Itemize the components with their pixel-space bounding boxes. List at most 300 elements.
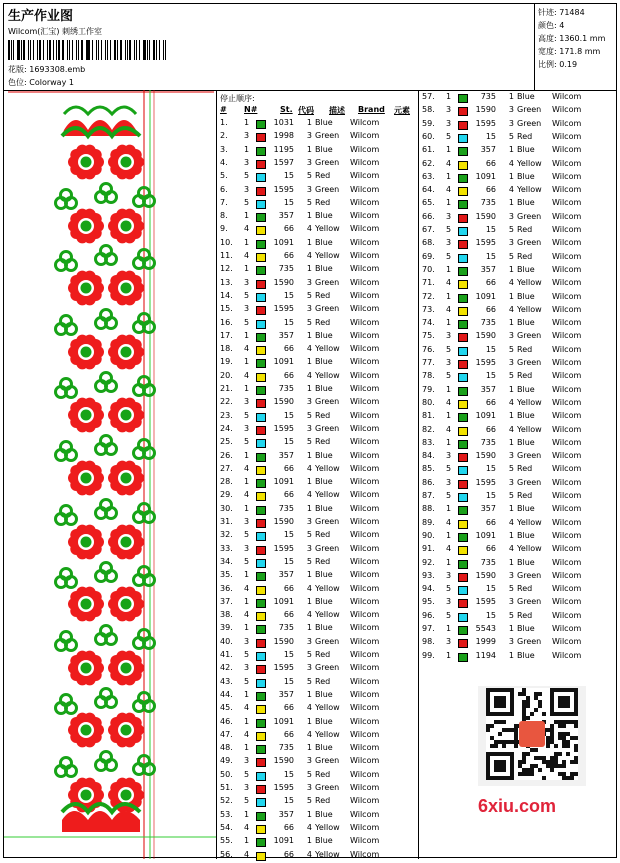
thread-number: 1 xyxy=(508,92,514,101)
color-swatch xyxy=(458,161,468,170)
thread-description: Blue xyxy=(517,384,535,394)
needle-number: 1 xyxy=(446,198,452,208)
qr-module xyxy=(502,720,506,724)
qr-module xyxy=(562,740,566,744)
thread-code: 66 xyxy=(485,158,496,168)
red-flower-motif xyxy=(68,713,104,748)
stop-index: 67. xyxy=(422,225,435,234)
green-leaf-motif xyxy=(56,252,77,271)
color-swatch xyxy=(458,333,468,342)
thread-code: 735 xyxy=(278,264,294,274)
needle-number: 1 xyxy=(244,264,250,274)
qr-module xyxy=(538,704,542,708)
thread-description: Red xyxy=(517,584,533,594)
thread-brand: Wilcom xyxy=(350,716,380,726)
qr-module xyxy=(574,772,578,776)
qr-module xyxy=(534,708,538,712)
stop-row xyxy=(220,211,410,224)
stop-index: 99. xyxy=(422,650,435,660)
stop-index: 85. xyxy=(422,464,435,474)
stop-index: 53. xyxy=(220,809,233,819)
stop-index: 2. xyxy=(220,131,228,141)
thread-description: Green xyxy=(315,423,340,433)
stop-index: 61. xyxy=(422,145,435,155)
thread-number: 4 xyxy=(508,517,514,527)
barcode-bar xyxy=(17,40,19,60)
barcode-bar xyxy=(129,40,131,60)
thread-brand: Wilcom xyxy=(350,211,380,221)
stop-index: 21. xyxy=(220,384,233,393)
thread-brand: Wilcom xyxy=(350,596,380,606)
stop-row xyxy=(220,424,410,437)
stop-index: 41. xyxy=(220,650,233,659)
needle-number: 4 xyxy=(446,544,452,554)
thread-brand: Wilcom xyxy=(552,650,582,660)
thread-number: 1 xyxy=(508,557,514,567)
qr-module xyxy=(554,764,558,768)
stop-index: 92. xyxy=(422,557,435,567)
qr-module xyxy=(490,744,494,748)
thread-code: 15 xyxy=(283,437,294,447)
stop-row xyxy=(220,357,410,370)
qr-module xyxy=(550,768,554,772)
thread-brand: Wilcom xyxy=(350,423,380,433)
stop-row xyxy=(220,810,410,823)
thread-description: Blue xyxy=(315,596,333,606)
thread-number: 1 xyxy=(306,836,312,846)
needle-number: 5 xyxy=(244,796,250,806)
qr-module xyxy=(510,728,514,732)
thread-number: 5 xyxy=(306,410,312,420)
thread-number: 3 xyxy=(306,157,312,167)
thread-description: Green xyxy=(315,184,340,194)
needle-number: 4 xyxy=(244,490,250,500)
thread-description: Green xyxy=(315,663,340,673)
stop-row xyxy=(220,264,410,277)
thread-description: Blue xyxy=(517,411,535,421)
color-swatch xyxy=(458,639,468,648)
embroidery-pattern xyxy=(4,90,216,859)
barcode-bar xyxy=(125,40,126,60)
thread-number: 3 xyxy=(508,358,514,367)
barcode-bar xyxy=(58,40,60,60)
thread-description: Blue xyxy=(315,264,333,274)
thread-number: 1 xyxy=(306,689,312,699)
thread-number: 3 xyxy=(508,105,514,115)
qr-module xyxy=(522,704,526,708)
red-flower-motif xyxy=(68,398,104,433)
barcode-bar xyxy=(127,40,128,60)
stop-row xyxy=(220,371,410,384)
green-leaf-motif xyxy=(56,695,77,714)
qr-module xyxy=(530,772,534,776)
qr-module xyxy=(526,696,530,700)
stop-row xyxy=(422,451,612,464)
thread-number: 3 xyxy=(306,277,312,287)
qr-module xyxy=(538,692,542,696)
thread-number: 4 xyxy=(508,424,514,434)
barcode-bar xyxy=(114,40,116,60)
col-header-needle: N# xyxy=(244,105,258,114)
thread-brand: Wilcom xyxy=(350,689,380,699)
needle-number: 5 xyxy=(244,197,250,207)
col-header-index: # xyxy=(220,105,227,114)
thread-code: 66 xyxy=(283,729,294,739)
thread-code: 66 xyxy=(283,703,294,713)
stop-index: 83. xyxy=(422,437,435,447)
stop-row xyxy=(422,212,612,225)
barcode-bar xyxy=(33,40,35,60)
thread-description: Yellow xyxy=(517,278,542,288)
qr-module xyxy=(546,740,550,744)
needle-number: 1 xyxy=(244,809,250,819)
thread-code: 735 xyxy=(480,198,496,208)
barcode-bar xyxy=(156,40,157,60)
qr-module xyxy=(522,712,526,716)
thread-description: Red xyxy=(517,251,533,261)
stop-row xyxy=(422,637,612,650)
needle-number: 4 xyxy=(244,729,250,739)
thread-code: 357 xyxy=(278,689,294,699)
color-swatch xyxy=(458,573,468,582)
thread-brand: Wilcom xyxy=(350,330,380,340)
thread-brand: Wilcom xyxy=(552,171,582,181)
qr-module xyxy=(526,752,530,756)
thread-number: 4 xyxy=(508,304,514,314)
qr-module xyxy=(562,776,566,780)
needle-number: 4 xyxy=(244,822,250,832)
qr-module xyxy=(542,760,546,764)
qr-module xyxy=(498,740,502,744)
qr-module xyxy=(522,752,526,756)
needle-number: 1 xyxy=(446,624,452,633)
qr-module xyxy=(562,736,566,740)
green-leaf-motif xyxy=(96,626,117,645)
green-leaf-motif xyxy=(56,190,77,209)
stop-row xyxy=(422,265,612,278)
stop-row xyxy=(220,584,410,597)
qr-module xyxy=(534,692,538,696)
thread-code: 66 xyxy=(485,304,496,314)
thread-brand: Wilcom xyxy=(350,317,380,327)
color-swatch xyxy=(256,798,266,807)
thread-number: 4 xyxy=(306,251,312,260)
stop-index: 54. xyxy=(220,822,233,832)
thread-brand: Wilcom xyxy=(552,517,582,527)
thread-number: 3 xyxy=(306,636,312,646)
qr-module xyxy=(566,720,570,724)
stop-row xyxy=(422,544,612,557)
stop-index: 32. xyxy=(220,530,233,540)
needle-number: 1 xyxy=(446,145,452,155)
color-swatch xyxy=(458,506,468,515)
needle-number: 1 xyxy=(446,384,452,394)
color-swatch xyxy=(256,293,266,302)
design-stats xyxy=(534,4,617,90)
barcode-bar xyxy=(86,40,87,60)
barcode-bar xyxy=(69,40,70,60)
needle-number: 1 xyxy=(244,503,250,513)
thread-brand: Wilcom xyxy=(552,105,582,115)
color-swatch xyxy=(256,612,266,621)
color-swatch xyxy=(458,107,468,116)
thread-description: Red xyxy=(517,131,533,141)
page-title: 生产作业图 xyxy=(8,9,74,24)
qr-module xyxy=(518,692,522,696)
stop-index: 8. xyxy=(220,211,228,221)
qr-module xyxy=(502,728,506,732)
thread-code: 1595 xyxy=(475,238,496,248)
stop-index: 7. xyxy=(220,197,228,207)
color-swatch xyxy=(458,626,468,635)
stop-row xyxy=(422,92,612,105)
stop-index: 43. xyxy=(220,676,233,686)
green-leaf-motif xyxy=(56,506,77,525)
thread-number: 1 xyxy=(508,530,514,540)
needle-number: 5 xyxy=(446,251,452,261)
thread-number: 1 xyxy=(306,716,312,726)
thread-description: Yellow xyxy=(315,822,340,832)
thread-description: Red xyxy=(517,344,533,354)
needle-number: 5 xyxy=(446,225,452,234)
stat-colors: 颜色: 4 xyxy=(538,21,565,30)
barcode-bar xyxy=(149,40,150,60)
barcode-bar xyxy=(37,40,38,60)
production-worksheet xyxy=(3,3,617,858)
color-swatch xyxy=(458,653,468,662)
thread-description: Blue xyxy=(517,264,535,274)
stop-index: 69. xyxy=(422,251,435,261)
qr-module xyxy=(514,732,518,736)
color-swatch xyxy=(256,173,266,182)
stat-height: 高度: 1360.1 mm xyxy=(538,34,606,43)
qr-center-stamp-icon xyxy=(519,721,545,747)
thread-description: Blue xyxy=(315,836,333,846)
color-swatch xyxy=(256,280,266,289)
color-swatch xyxy=(256,732,266,741)
thread-brand: Wilcom xyxy=(350,197,380,207)
thread-code: 1091 xyxy=(475,411,496,421)
thread-code: 15 xyxy=(283,530,294,540)
color-swatch xyxy=(458,187,468,196)
thread-brand: Wilcom xyxy=(350,517,380,526)
needle-number: 4 xyxy=(244,583,250,593)
color-swatch xyxy=(458,413,468,422)
needle-number: 5 xyxy=(244,676,250,686)
color-swatch xyxy=(458,493,468,502)
thread-description: Green xyxy=(517,570,542,580)
thread-number: 1 xyxy=(306,477,312,487)
thread-number: 4 xyxy=(306,610,312,620)
header-info xyxy=(6,4,536,90)
thread-number: 5 xyxy=(306,317,312,327)
color-swatch xyxy=(256,386,266,395)
thread-brand: Wilcom xyxy=(350,224,380,234)
green-leaf-motif xyxy=(96,500,117,519)
thread-brand: Wilcom xyxy=(350,370,380,380)
thread-number: 4 xyxy=(306,224,312,234)
thread-description: Blue xyxy=(315,118,333,127)
red-flower-motif xyxy=(108,778,144,813)
thread-number: 3 xyxy=(508,570,514,580)
thread-number: 5 xyxy=(508,610,514,620)
thread-code: 15 xyxy=(283,769,294,779)
thread-description: Blue xyxy=(315,689,333,699)
stop-index: 72. xyxy=(422,291,435,301)
needle-number: 3 xyxy=(446,118,452,128)
color-swatch xyxy=(256,719,266,728)
red-flower-motif xyxy=(108,145,144,180)
stop-row xyxy=(422,252,612,265)
thread-code: 1091 xyxy=(475,291,496,301)
thread-number: 1 xyxy=(306,743,312,753)
stop-row xyxy=(220,490,410,503)
col-header-stop: St. xyxy=(280,105,293,114)
needle-number: 4 xyxy=(446,424,452,434)
thread-description: Green xyxy=(517,118,542,128)
needle-number: 3 xyxy=(244,131,250,141)
thread-brand: Wilcom xyxy=(350,184,380,194)
barcode-bar xyxy=(76,40,77,60)
thread-brand: Wilcom xyxy=(350,410,380,420)
thread-brand: Wilcom xyxy=(552,491,582,500)
color-swatch xyxy=(256,745,266,754)
thread-number: 3 xyxy=(306,423,312,433)
stop-row xyxy=(220,650,410,663)
thread-description: Blue xyxy=(517,318,535,328)
thread-number: 3 xyxy=(306,304,312,314)
thread-number: 1 xyxy=(306,809,312,819)
color-swatch xyxy=(458,174,468,183)
needle-number: 5 xyxy=(446,464,452,474)
qr-module xyxy=(550,732,554,736)
filename-value: 1693308.emb xyxy=(29,65,86,74)
color-swatch xyxy=(256,160,266,169)
qr-module xyxy=(518,760,522,764)
qr-module xyxy=(566,740,570,744)
thread-number: 1 xyxy=(306,330,312,340)
color-swatch xyxy=(256,466,266,475)
thread-brand: Wilcom xyxy=(350,610,380,620)
qr-module xyxy=(570,720,574,724)
barcode-bar xyxy=(107,40,108,60)
qr-module xyxy=(490,724,494,728)
green-leaf-motif xyxy=(96,436,117,455)
needle-number: 1 xyxy=(244,570,250,580)
stop-row xyxy=(422,358,612,371)
thread-code: 15 xyxy=(283,650,294,659)
thread-description: Yellow xyxy=(315,583,340,593)
color-swatch xyxy=(256,213,266,222)
color-swatch xyxy=(256,758,266,767)
thread-number: 1 xyxy=(508,291,514,301)
thread-number: 5 xyxy=(508,491,514,500)
stop-row xyxy=(220,344,410,357)
qr-module xyxy=(514,736,518,740)
green-leaf-motif xyxy=(96,373,117,392)
thread-brand: Wilcom xyxy=(552,131,582,141)
thread-code: 15 xyxy=(283,676,294,686)
thread-code: 1595 xyxy=(273,663,294,673)
thread-description: Blue xyxy=(315,384,333,393)
thread-description: Yellow xyxy=(517,517,542,527)
thread-brand: Wilcom xyxy=(350,796,380,806)
thread-number: 4 xyxy=(508,397,514,407)
thread-description: Green xyxy=(315,277,340,287)
stop-index: 26. xyxy=(220,450,233,460)
qr-module xyxy=(518,764,522,768)
needle-number: 3 xyxy=(446,238,452,248)
stop-index: 60. xyxy=(422,131,435,141)
thread-number: 5 xyxy=(306,650,312,659)
stop-index: 45. xyxy=(220,703,233,713)
needle-number: 4 xyxy=(244,224,250,234)
red-flower-motif xyxy=(108,209,144,244)
barcode-bar xyxy=(159,40,161,60)
stop-row xyxy=(422,371,612,384)
thread-number: 1 xyxy=(508,318,514,328)
stop-index: 25. xyxy=(220,437,233,447)
thread-brand: Wilcom xyxy=(350,543,380,553)
stop-index: 76. xyxy=(422,344,435,354)
thread-code: 15 xyxy=(485,251,496,261)
stop-row xyxy=(220,610,410,623)
stop-row xyxy=(422,238,612,251)
thread-description: Red xyxy=(517,491,533,500)
color-swatch xyxy=(256,413,266,422)
thread-brand: Wilcom xyxy=(552,530,582,540)
needle-number: 1 xyxy=(244,743,250,753)
stop-row xyxy=(220,770,410,783)
thread-number: 1 xyxy=(306,237,312,247)
stop-row xyxy=(422,611,612,624)
needle-number: 5 xyxy=(244,437,250,447)
stop-index: 40. xyxy=(220,636,233,646)
qr-module xyxy=(506,740,510,744)
color-swatch xyxy=(458,94,468,103)
thread-code: 1091 xyxy=(475,530,496,540)
thread-number: 5 xyxy=(508,131,514,141)
thread-brand: Wilcom xyxy=(552,198,582,208)
thread-number: 5 xyxy=(306,171,312,181)
thread-code: 66 xyxy=(283,463,294,473)
stop-index: 68. xyxy=(422,238,435,248)
stop-index: 87. xyxy=(422,491,435,500)
thread-description: Yellow xyxy=(315,849,340,859)
thread-code: 1091 xyxy=(273,596,294,606)
thread-brand: Wilcom xyxy=(350,357,380,367)
thread-code: 735 xyxy=(278,743,294,753)
green-leaf-motif xyxy=(56,758,77,777)
stop-row xyxy=(422,119,612,132)
qr-module xyxy=(542,712,546,716)
thread-number: 4 xyxy=(508,185,514,195)
thread-code: 1590 xyxy=(273,636,294,646)
thread-number: 1 xyxy=(508,624,514,633)
red-flower-motif xyxy=(108,335,144,370)
color-swatch xyxy=(256,426,266,435)
stop-index: 11. xyxy=(220,251,233,260)
color-swatch xyxy=(256,852,266,861)
thread-brand: Wilcom xyxy=(350,490,380,500)
stop-sequence-column-2 xyxy=(418,90,616,859)
qr-module xyxy=(562,732,566,736)
qr-module xyxy=(562,724,566,728)
thread-number: 5 xyxy=(306,290,312,300)
stop-index: 86. xyxy=(422,477,435,487)
qr-code-icon xyxy=(478,686,586,786)
thread-code: 1091 xyxy=(273,836,294,846)
